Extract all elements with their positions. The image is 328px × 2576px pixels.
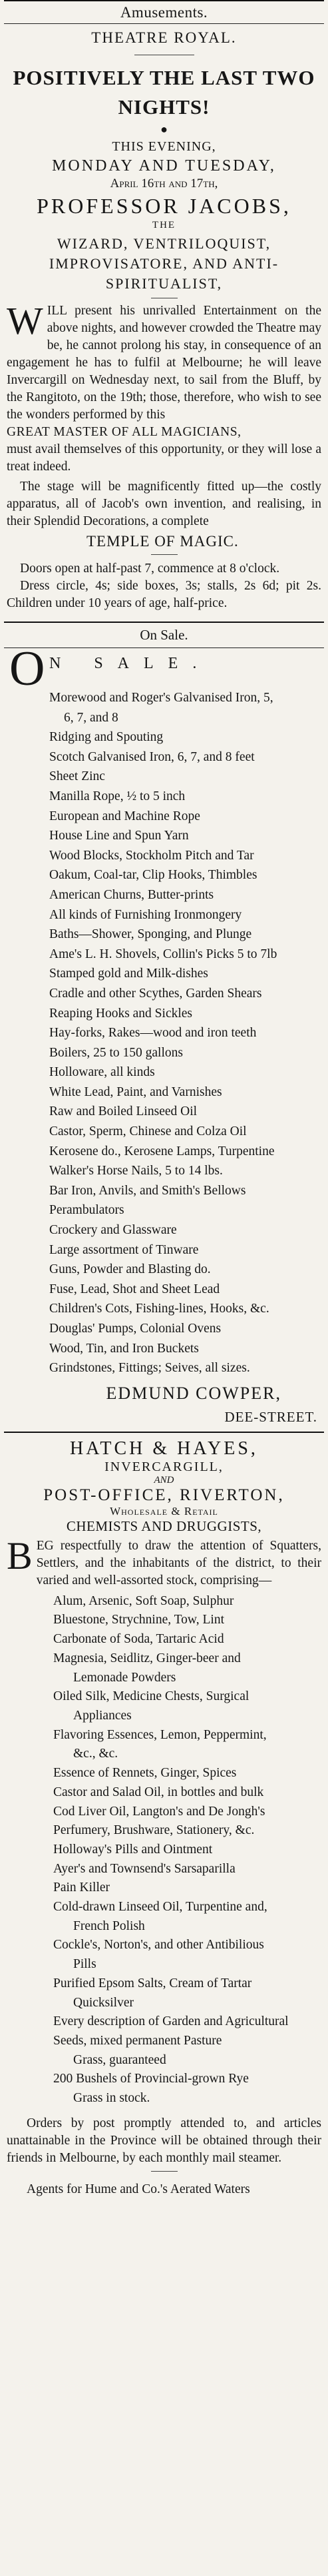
- chemists-label: CHEMISTS AND DRUGGISTS,: [66, 1517, 262, 1534]
- list-item: Cockle's, Norton's, and other Antibilious: [53, 1938, 264, 1952]
- list-item: Perfumery, Brushware, Stationery, &c.: [53, 1823, 255, 1838]
- list-item: Carbonate of Soda, Tartaric Acid: [53, 1632, 224, 1647]
- performer-titles: WIZARD, VENTRILOQUIST, IMPROVISATORE, AND ANTI- SPIRITUALIST,: [49, 235, 279, 292]
- bullet-ornament: ●: [160, 123, 168, 136]
- agents-notice: Agents for Hume and Co.'s Aerated Waters: [27, 2182, 250, 2196]
- list-item: Pain Killer: [53, 1881, 110, 1895]
- hatch-intro: B EG respectfully to draw the attention of Squatters, Settlers, and the inhabitants of the district, to their varied and well-assorted stock, comprising—: [7, 1533, 321, 1587]
- list-item: Manilla Rope, ½ to 5 inch: [49, 789, 186, 803]
- stage-description: The stage will be magnificently fitted up—the costly apparatus, all of Jacob's own invention, and realising, in their Splendid Decorations, a complete: [7, 480, 321, 528]
- post-office: POST-OFFICE, RIVERTON,: [43, 1486, 285, 1504]
- merchant-address: DEE-STREET.: [224, 1408, 317, 1425]
- performance-days: MONDAY AND TUESDAY,: [52, 157, 276, 175]
- and-label: AND: [154, 1474, 174, 1486]
- theatre-title: THEATRE ROYAL.: [91, 29, 237, 46]
- list-item: Ayer's and Townsend's Sarsaparilla: [53, 1861, 236, 1876]
- last-nights-headline: POSITIVELY THE LAST TWO NIGHTS!: [13, 66, 315, 119]
- list-item: Douglas' Pumps, Colonial Ovens: [49, 1322, 222, 1336]
- list-item: Cod Liver Oil, Langton's and De Jongh's: [53, 1804, 265, 1819]
- firm-name: HATCH & HAYES,: [70, 1438, 258, 1459]
- section-rule: [4, 1432, 324, 1433]
- list-item: Holloware, all kinds: [49, 1065, 155, 1080]
- amusements-heading: Amusements.: [120, 4, 208, 21]
- list-item: Large assortment of Tinware: [49, 1242, 199, 1257]
- onsale-section: [7, 622, 321, 1428]
- list-item: American Churns, Butter-prints: [49, 887, 214, 902]
- list-item: &c., &c.: [73, 1747, 118, 1761]
- hatch-item-list: [7, 1592, 321, 2108]
- list-item: French Polish: [73, 1919, 145, 1933]
- list-item: Scotch Galvanised Iron, 6, 7, and 8 feet: [49, 749, 255, 764]
- onsale-title: [7, 642, 321, 696]
- onsale-heading: On Sale.: [140, 627, 188, 643]
- list-item: Sheet Zinc: [49, 769, 105, 784]
- list-item: Lemonade Powders: [73, 1670, 176, 1685]
- list-item: Grass, guaranteed: [73, 2052, 166, 2067]
- list-item: White Lead, Paint, and Varnishes: [49, 1084, 222, 1099]
- admission-prices: Dress circle, 4s; side boxes, 3s; stalls, 2s 6d; pit 2s. Children under 10 years of age, half-price.: [7, 579, 321, 610]
- list-item: Crockery and Glassware: [49, 1223, 177, 1238]
- hatch-hayes-section: [7, 1432, 321, 2198]
- list-item: Quicksilver: [73, 1995, 134, 2010]
- great-master-line: GREAT MASTER OF ALL MAGICIANS,: [7, 425, 242, 439]
- wholesale-retail: Wholesale & Retail: [110, 1504, 218, 1517]
- firm-city: INVERCARGILL,: [104, 1459, 224, 1474]
- list-item: Stamped gold and Milk-dishes: [49, 967, 208, 981]
- list-item: Ame's L. H. Shovels, Collin's Picks 5 to 7lb: [49, 947, 277, 961]
- doors-open-text: Doors open at half-past 7, commence at 8 o'clock.: [20, 562, 280, 576]
- drop-cap: W: [7, 299, 43, 342]
- list-item: Bar Iron, Anvils, and Smith's Bellows: [49, 1183, 246, 1198]
- list-item: All kinds of Furnishing Ironmongery: [49, 907, 242, 922]
- list-item: Bluestone, Strychnine, Tow, Lint: [53, 1613, 224, 1627]
- list-item: Hay-forks, Rakes—wood and iron teeth: [49, 1026, 257, 1041]
- list-item: Wood, Tin, and Iron Buckets: [49, 1341, 199, 1356]
- list-item: Purified Epsom Salts, Cream of Tartar: [53, 1976, 252, 1990]
- drop-cap: B: [7, 1533, 33, 1577]
- list-item: Reaping Hooks and Sickles: [49, 1006, 193, 1021]
- list-item: Grindstones, Fittings; Seives, all sizes.: [49, 1361, 250, 1376]
- list-item: Castor, Sperm, Chinese and Colza Oil: [49, 1124, 247, 1139]
- orders-notice: Orders by post promptly attended to, and articles unattainable in the Province will be obtained through their friends in Melbourne, by each monthly mail steamer.: [7, 2116, 321, 2165]
- announcement-body: W ILL present his unrivalled Entertainment on the above nights, and however crowded the Theatre may be, he cannot prolong his stay, in consequence of an engagement he has to fulfil at Melbourne; he will leave Invercargill on Wednesday next, to sail from the Bluff, by the Rangitoto, on the 19th; those, therefore, who wish to see the wonders performed by this GREAT MASTER OF ALL MAGICIANS, must avail themselves of this opportunity, or they will lose a treat indeed. The stage will be magnificently fitted up—the costly apparatus, all of Jacob's own invention, and realising, in their Splendid Decorations, a complete: [7, 302, 321, 530]
- list-item: 200 Bushels of Provincial-grown Rye: [53, 2072, 249, 2086]
- list-item: Baths—Shower, Sponging, and Plunge: [49, 927, 252, 942]
- list-item: European and Machine Rope: [49, 809, 200, 823]
- temple-of-magic: TEMPLE OF MAGIC.: [86, 533, 239, 550]
- body-second: must avail themselves of this opportunity, or they will lose a treat indeed.: [7, 442, 321, 474]
- list-item: Fuse, Lead, Shot and Sheet Lead: [49, 1282, 220, 1296]
- list-item: Morewood and Roger's Galvanised Iron, 5,: [49, 691, 273, 705]
- list-item: Children's Cots, Fishing-lines, Hooks, &c.: [49, 1302, 269, 1316]
- list-item: Oakum, Coal-tar, Clip Hooks, Thimbles: [49, 868, 257, 883]
- list-item: Kerosene do., Kerosene Lamps, Turpentine: [49, 1144, 275, 1158]
- list-item: Flavoring Essences, Lemon, Peppermint,: [53, 1727, 267, 1742]
- list-item: Perambulators: [49, 1203, 124, 1218]
- list-item: House Line and Spun Yarn: [49, 829, 189, 843]
- list-item: Boilers, 25 to 150 gallons: [49, 1045, 183, 1060]
- list-item: Pills: [73, 1957, 96, 1972]
- divider: [151, 554, 178, 555]
- performance-dates: April 16th and 17th,: [110, 177, 218, 191]
- the-label: THE: [152, 220, 176, 230]
- list-item: Essence of Rennets, Ginger, Spices: [53, 1766, 237, 1781]
- list-item: Grass in stock.: [73, 2091, 150, 2106]
- list-item: Castor and Salad Oil, in bottles and bulk: [53, 1785, 264, 1799]
- list-item: Appliances: [73, 1709, 132, 1723]
- list-item: Wood Blocks, Stockholm Pitch and Tar: [49, 848, 254, 863]
- drop-cap: O: [9, 642, 45, 696]
- list-item: Every description of Garden and Agricultural Seeds, mixed permanent Pasture: [53, 2014, 289, 2048]
- onsale-title-rest: N SALE.: [49, 655, 212, 672]
- divider: [151, 2171, 178, 2172]
- list-item: Ridging and Spouting: [49, 730, 164, 745]
- list-item: Oiled Silk, Medicine Chests, Surgical: [53, 1689, 249, 1704]
- list-item: Cold-drawn Linseed Oil, Turpentine and,: [53, 1900, 267, 1915]
- list-item: Walker's Horse Nails, 5 to 14 lbs.: [49, 1164, 223, 1178]
- list-item: Guns, Powder and Blasting do.: [49, 1262, 211, 1277]
- this-evening: THIS EVENING,: [112, 139, 216, 154]
- amusements-section: [7, 0, 321, 612]
- list-item: Alum, Arsenic, Soft Soap, Sulphur: [53, 1593, 234, 1608]
- merchant-name: EDMUND COWPER,: [106, 1383, 281, 1403]
- list-item: Cradle and other Scythes, Garden Shears: [49, 986, 262, 1001]
- list-item: Magnesia, Seidlitz, Ginger-beer and: [53, 1651, 241, 1665]
- list-item: Raw and Boiled Linseed Oil: [49, 1104, 198, 1119]
- list-item: 6, 7, and 8: [64, 710, 118, 725]
- onsale-item-list: [7, 688, 321, 1378]
- professor-name: PROFESSOR JACOBS,: [37, 194, 291, 218]
- list-item: Holloway's Pills and Ointment: [53, 1842, 213, 1857]
